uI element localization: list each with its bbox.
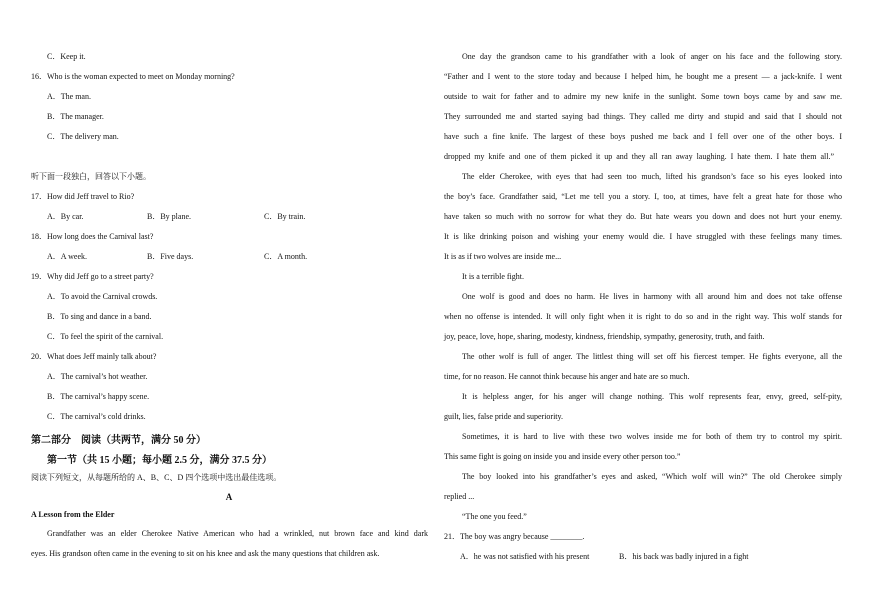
section-one-heading: 第一节（共 15 小题；每小题 2.5 分，满分 37.5 分） <box>47 455 272 466</box>
part-two-heading: 第二部分 阅读（共两节，满分 50 分） <box>31 435 206 446</box>
q20-stem: 20．What does Jeff mainly talk about? <box>31 352 157 361</box>
passage-line: replied ... <box>444 492 475 501</box>
passage-line: when no offense is intended. It will only fight when it is right to do so and in the right way. This wolf stands for <box>444 312 842 321</box>
passage-line: eyes. His grandson often came in the evening to sit on his knee and ask the many questions that children ask. <box>31 549 380 558</box>
passage-line: have such a fine knife. The largest of these boys pushed me back and I fell over one of the other boys. I <box>444 132 842 141</box>
q17-option-a: A．By car. <box>47 212 84 221</box>
passage-line: One wolf is good and does no harm. He lives in harmony with all around him and does not take offense <box>462 292 842 301</box>
passage-line: “The one you feed.” <box>462 512 527 521</box>
listening-instruction: 听下面一段独白，回答以下小题。 <box>31 172 151 181</box>
q16-option-a: A．The man. <box>47 92 91 101</box>
q16-option-b: B．The manager. <box>47 112 104 121</box>
q18-option-b: B．Five days. <box>147 252 194 261</box>
passage-line: have taken so much with no sorrow for what they do. But hate wears you down and does not hurt your enemy. <box>444 212 842 221</box>
q17-stem: 17．How did Jeff travel to Rio? <box>31 192 135 201</box>
q21-option-a: A．he was not satisfied with his present <box>460 552 590 561</box>
q20-option-a: A．The carnival’s hot weather. <box>47 372 148 381</box>
q18-option-c: C．A month. <box>264 252 308 261</box>
passage-line: The elder Cherokee, with eyes that had seen too much, lifted his grandson’s face so his eyes looked into <box>462 172 842 181</box>
passage-line: They surrounded me and started saying bad things. They called me dirty and stupid and said that I should not <box>444 112 842 121</box>
passage-line: This same fight is going on inside you and inside every other person too.” <box>444 452 681 461</box>
q19-option-a: A．To avoid the Carnival crowds. <box>47 292 158 301</box>
q16-stem: 16．Who is the woman expected to meet on Monday morning? <box>31 72 235 81</box>
passage-line: “Father and I went to the store today and because I helped him, he bought me a present — a jack-knife. I went <box>444 72 842 81</box>
passage-line: It is like drinking poison and wishing your enemy would die. I have struggled with these feelings many times. <box>444 232 842 241</box>
passage-line: Grandfather was an elder Cherokee Native American who had a wrinkled, nut brown face and kind dark <box>47 529 428 538</box>
passage-line: It is a terrible fight. <box>462 272 524 281</box>
passage-line: Sometimes, it is hard to live with these two wolves inside me for both of them try to control my spirit. <box>462 432 842 441</box>
reading-instruction: 阅读下列短文，从每题所给的 A、B、C、D 四个选项中选出最佳选项。 <box>31 473 282 482</box>
passage-line: outside to wait for father and to admire my new knife in the sunlight. Some town boys came by and saw me. <box>444 92 842 101</box>
passage-line: guilt, lies, false pride and superiority. <box>444 412 564 421</box>
passage-title: A Lesson from the Elder <box>31 510 115 519</box>
passage-line: dropped my knife and one of them picked it up and they all ran away laughing. I hate them. I hate them all.” <box>444 152 834 161</box>
q21-stem: 21．The boy was angry because ________. <box>444 532 585 541</box>
q19-stem: 19．Why did Jeff go to a street party? <box>31 272 154 281</box>
passage-line: It is as if two wolves are inside me... <box>444 252 562 261</box>
q18-stem: 18．How long does the Carnival last? <box>31 232 154 241</box>
passage-line: The boy looked into his grandfather’s eyes and asked, “Which wolf will win?” The old Cherokee simply <box>462 472 842 481</box>
q19-option-b: B．To sing and dance in a band. <box>47 312 152 321</box>
q20-option-c: C．The carnival’s cold drinks. <box>47 412 146 421</box>
passage-line: It is helpless anger, for his anger will change nothing. This wolf represents fear, envy, greed, self-pity, <box>462 392 842 401</box>
q20-option-b: B．The carnival’s happy scene. <box>47 392 150 401</box>
q19-option-c: C．To feel the spirit of the carnival. <box>47 332 164 341</box>
passage-line: joy, peace, love, hope, sharing, modesty, kindness, friendship, sympathy, generosity, truth, and faith. <box>444 332 765 341</box>
q17-option-b: B．By plane. <box>147 212 191 221</box>
q15-option-c: C．Keep it. <box>47 52 86 61</box>
passage-line: One day the grandson came to his grandfather with a look of anger on his face and the following story. <box>462 52 842 61</box>
q17-option-c: C．By train. <box>264 212 306 221</box>
q21-option-b: B．his back was badly injured in a fight <box>619 552 749 561</box>
passage-line: time, for no reason. He cannot think because his anger and hate are so much. <box>444 372 690 381</box>
q16-option-c: C．The delivery man. <box>47 132 119 141</box>
q18-option-a: A．A week. <box>47 252 87 261</box>
passage-line: The other wolf is full of anger. The littlest thing will set off his fiercest temper. He fights everyone, all the <box>462 352 842 361</box>
passage-letter: A <box>225 492 233 502</box>
passage-line: the boy’s face. Grandfather said, “Let me tell you a story. I, too, at times, have felt a great hate for those who <box>444 192 842 201</box>
